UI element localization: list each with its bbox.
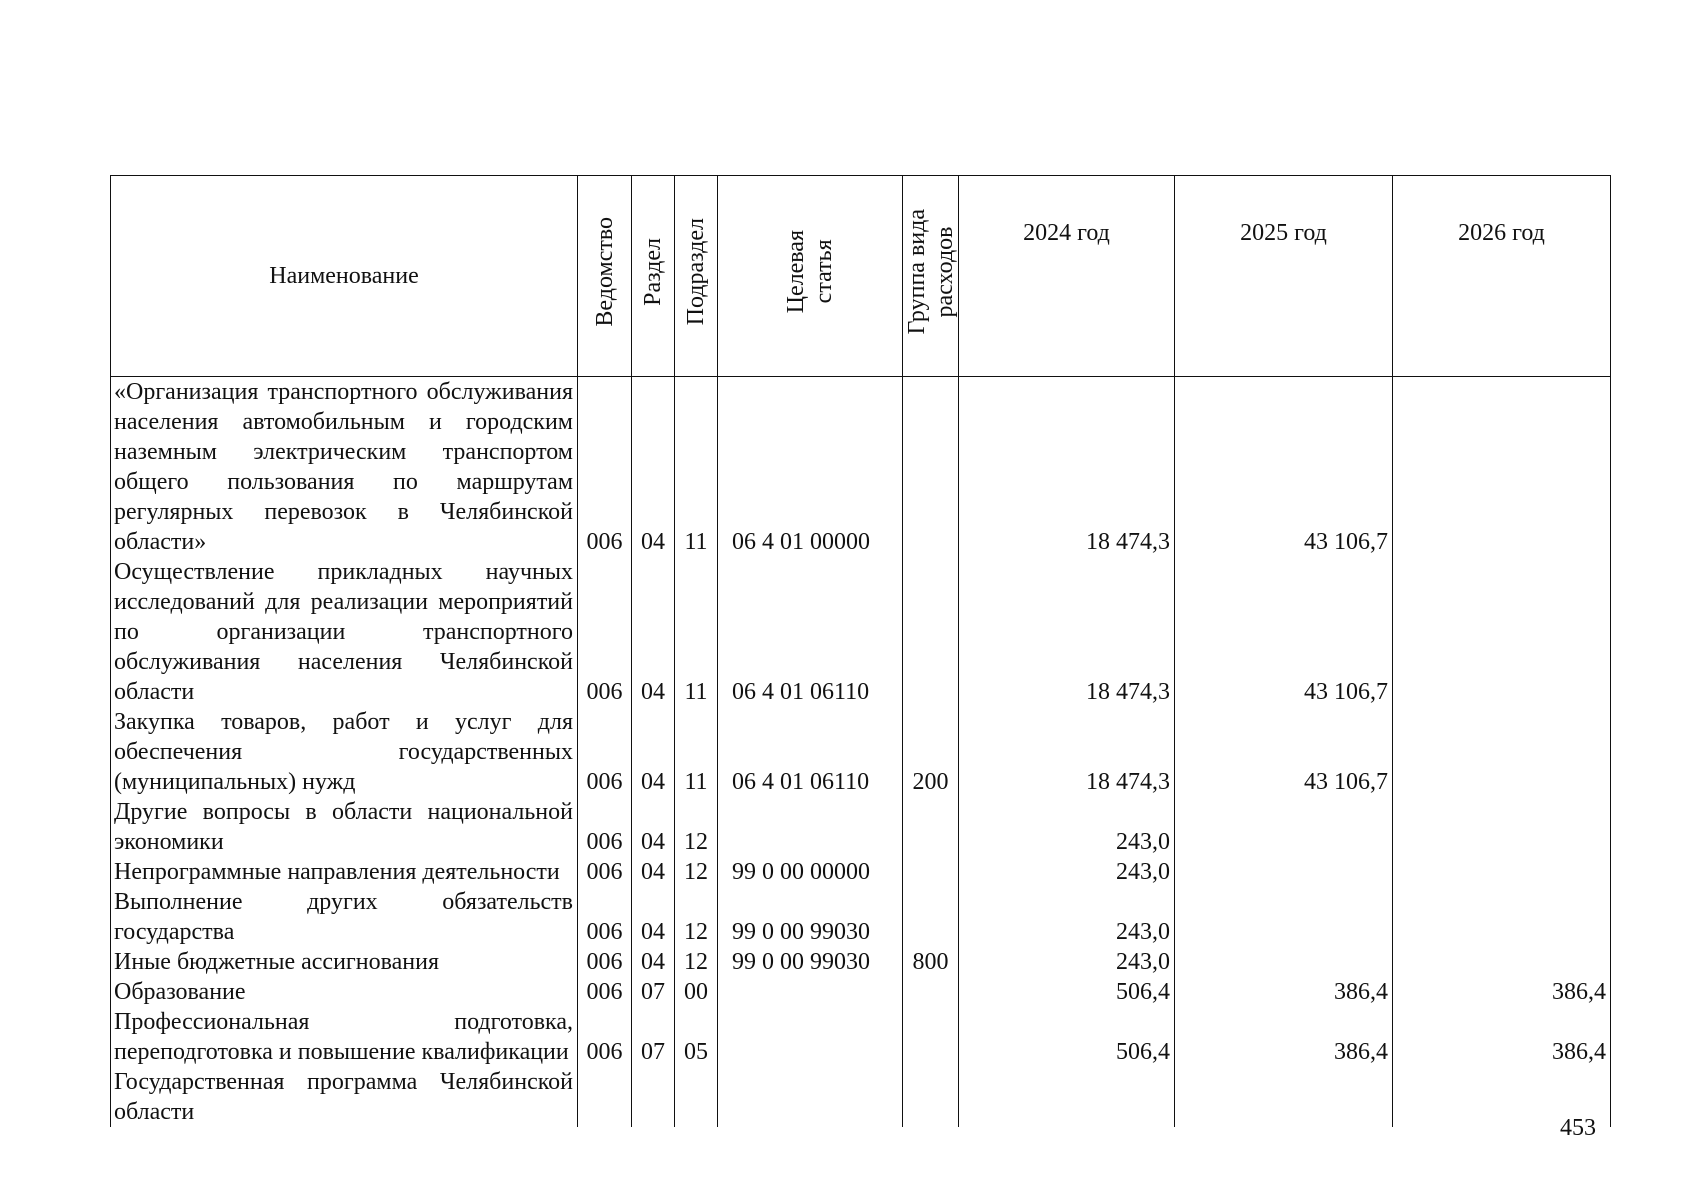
- row-2024: 18 474,3: [959, 707, 1175, 797]
- row-target: [718, 797, 903, 857]
- table-row: [111, 557, 1611, 707]
- row-group: [903, 377, 959, 558]
- budget-table: [110, 175, 1611, 1127]
- row-podrazdel: 00: [675, 977, 718, 1007]
- header-target: [718, 176, 903, 377]
- row-name: Профессиональная подготовка, переподготовка и повышение квалификации: [111, 1007, 578, 1067]
- row-target: 99 0 00 99030: [718, 947, 903, 977]
- row-2026: 386,4: [1393, 1007, 1611, 1067]
- table-body: [111, 377, 1611, 1128]
- table-row: [111, 857, 1611, 887]
- row-2024: 243,0: [959, 947, 1175, 977]
- row-group: 200: [903, 707, 959, 797]
- page-number: 453: [1560, 1115, 1596, 1141]
- row-2026: [1393, 377, 1611, 558]
- row-name: Иные бюджетные ассигнования: [111, 947, 578, 977]
- row-target: [718, 1007, 903, 1067]
- row-2025: [1175, 857, 1393, 887]
- header-razdel-label: Раздел: [640, 238, 666, 306]
- row-razdel: 04: [632, 947, 675, 977]
- row-2024: 18 474,3: [959, 557, 1175, 707]
- row-target: 06 4 01 00000: [718, 377, 903, 558]
- row-razdel: 04: [632, 707, 675, 797]
- header-2025: [1175, 176, 1393, 377]
- row-target: 99 0 00 99030: [718, 887, 903, 947]
- header-target-line1: Целевая: [783, 230, 809, 314]
- table-row: [111, 1007, 1611, 1067]
- row-razdel: 07: [632, 977, 675, 1007]
- table-row: [111, 887, 1611, 947]
- header-group-line1: Группа вида: [904, 209, 930, 335]
- row-name: Непрограммные направления деятельности: [111, 857, 578, 887]
- row-2026: [1393, 797, 1611, 857]
- row-vedomstvo: 006: [578, 557, 632, 707]
- row-vedomstvo: [578, 1067, 632, 1127]
- row-vedomstvo: 006: [578, 887, 632, 947]
- row-podrazdel: 12: [675, 797, 718, 857]
- row-vedomstvo: 006: [578, 377, 632, 558]
- row-name: Закупка товаров, работ и услуг для обеспечения государственных (муниципальных) нужд: [111, 707, 578, 797]
- row-group: [903, 1007, 959, 1067]
- row-podrazdel: 05: [675, 1007, 718, 1067]
- budget-table-wrapper: [110, 175, 1610, 1125]
- row-2025: 43 106,7: [1175, 557, 1393, 707]
- row-group: [903, 887, 959, 947]
- row-2024: [959, 1067, 1175, 1127]
- table-row: [111, 977, 1611, 1007]
- row-2025: 43 106,7: [1175, 377, 1393, 558]
- row-razdel: [632, 1067, 675, 1127]
- row-2024: 506,4: [959, 1007, 1175, 1067]
- row-group: [903, 797, 959, 857]
- row-razdel: 04: [632, 857, 675, 887]
- row-2026: [1393, 557, 1611, 707]
- row-group: [903, 557, 959, 707]
- row-2025: [1175, 887, 1393, 947]
- row-vedomstvo: 006: [578, 1007, 632, 1067]
- row-2025: 43 106,7: [1175, 707, 1393, 797]
- row-2026: [1393, 857, 1611, 887]
- row-2024: 18 474,3: [959, 377, 1175, 558]
- row-2026: [1393, 947, 1611, 977]
- header-2024: [959, 176, 1175, 377]
- row-podrazdel: 11: [675, 557, 718, 707]
- row-target: 06 4 01 06110: [718, 707, 903, 797]
- row-razdel: 04: [632, 797, 675, 857]
- row-vedomstvo: 006: [578, 797, 632, 857]
- row-podrazdel: 11: [675, 707, 718, 797]
- row-name: Осуществление прикладных научных исследований для реализации мероприятий по организации транспортного обслуживания населения Челябинской области: [111, 557, 578, 707]
- header-podrazdel: [675, 176, 718, 377]
- row-2024: 506,4: [959, 977, 1175, 1007]
- row-vedomstvo: 006: [578, 857, 632, 887]
- row-podrazdel: 12: [675, 887, 718, 947]
- row-name: Образование: [111, 977, 578, 1007]
- row-group: [903, 977, 959, 1007]
- row-vedomstvo: 006: [578, 947, 632, 977]
- table-header-row: [111, 176, 1611, 377]
- header-vedomstvo: [578, 176, 632, 377]
- row-razdel: 04: [632, 377, 675, 558]
- row-2024: 243,0: [959, 797, 1175, 857]
- row-target: 99 0 00 00000: [718, 857, 903, 887]
- row-2026: 386,4: [1393, 977, 1611, 1007]
- row-2025: [1175, 797, 1393, 857]
- row-2025: [1175, 947, 1393, 977]
- row-name: «Организация транспортного обслуживания населения автомобильным и городским наземным электрическим транспортом общего пользования по маршрутам регулярных перевозок в Челябинской области»: [111, 377, 578, 558]
- row-podrazdel: [675, 1067, 718, 1127]
- row-name: Государственная программа Челябинской области: [111, 1067, 578, 1127]
- row-name: Выполнение других обязательств государства: [111, 887, 578, 947]
- row-target: 06 4 01 06110: [718, 557, 903, 707]
- table-row: [111, 1067, 1611, 1127]
- row-2024: 243,0: [959, 857, 1175, 887]
- header-name: [111, 176, 578, 377]
- row-podrazdel: 11: [675, 377, 718, 558]
- row-vedomstvo: 006: [578, 977, 632, 1007]
- row-2024: 243,0: [959, 887, 1175, 947]
- table-row: [111, 377, 1611, 558]
- row-podrazdel: 12: [675, 857, 718, 887]
- row-2026: [1393, 887, 1611, 947]
- header-group-label: [903, 209, 959, 334]
- header-podrazdel-label: Подраздел: [683, 218, 709, 326]
- header-group: [903, 176, 959, 377]
- row-group: [903, 1067, 959, 1127]
- row-2026: [1393, 707, 1611, 797]
- header-razdel: [632, 176, 675, 377]
- row-group: [903, 857, 959, 887]
- table-row: [111, 707, 1611, 797]
- header-group-line2: расходов: [932, 226, 958, 318]
- row-2025: [1175, 1067, 1393, 1127]
- row-target: [718, 977, 903, 1007]
- header-2024-label: 2024 год: [1023, 220, 1110, 246]
- table-row: [111, 947, 1611, 977]
- header-target-line2: статья: [811, 240, 837, 304]
- header-2026-label: 2026 год: [1458, 220, 1545, 246]
- row-target: [718, 1067, 903, 1127]
- header-2026: [1393, 176, 1611, 377]
- row-2025: 386,4: [1175, 977, 1393, 1007]
- row-podrazdel: 12: [675, 947, 718, 977]
- header-name-label: Наименование: [269, 263, 419, 289]
- row-razdel: 04: [632, 557, 675, 707]
- row-razdel: 04: [632, 887, 675, 947]
- row-name: Другие вопросы в области национальной экономики: [111, 797, 578, 857]
- row-group: 800: [903, 947, 959, 977]
- row-2025: 386,4: [1175, 1007, 1393, 1067]
- header-target-label: [782, 230, 838, 313]
- header-vedomstvo-label: Ведомство: [591, 217, 618, 327]
- table-row: [111, 797, 1611, 857]
- header-2025-label: 2025 год: [1240, 220, 1327, 246]
- row-vedomstvo: 006: [578, 707, 632, 797]
- row-razdel: 07: [632, 1007, 675, 1067]
